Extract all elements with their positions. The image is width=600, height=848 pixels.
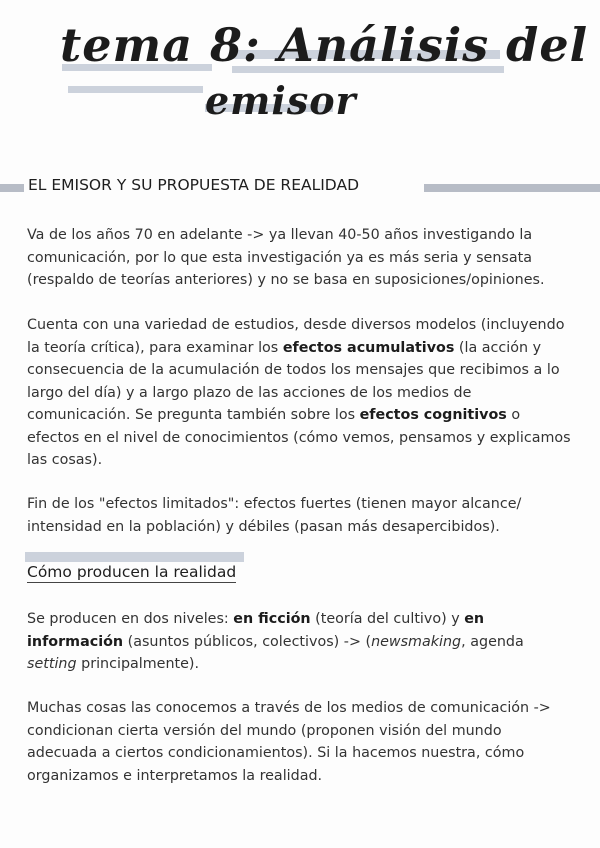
paragraph-efectos: Fin de los "efectos limitados": efectos fuertes (tienen mayor alcance/ intensidad en la población) y débiles (pasan más desapercibidos). [27, 496, 522, 535]
term-efectos-cognitivos: efectos cognitivos [359, 407, 507, 423]
section-title: EL EMISOR Y SU PROPUESTA DE REALIDAD [28, 176, 360, 194]
section-heading [0, 176, 600, 200]
term-setting: setting [27, 656, 77, 672]
page-title: tema 8: Análisis del [60, 18, 589, 72]
subsection-title: Cómo producen la realidad [27, 563, 237, 581]
paragraph-medios: Muchas cosas las conocemos a través de los medios de comunicación -> condicionan cierta versión del mundo (proponen visión del mundo adecuada a ciertos condicionamientos). Si la hacemos nuestra, cómo organizamos e interpretamos la realidad. [27, 700, 551, 784]
paragraph-studies: Cuenta con una variedad de estudios, desde diversos modelos (incluyendo la teoría crítica), para examinar los efectos acumulativos (la acción y consecuencia de la acumulación de todos los mensajes que recibimos a lo largo del día) y a largo plazo de las acciones de los medios de comunicación. Se pregunta también sobre los efectos cognitivos o efectos en el nivel de conocimientos (cómo vemos, pensamos y explicamos las cosas). [27, 317, 571, 468]
subsection-heading [25, 550, 250, 584]
term-en-ficcion: en ficción [233, 611, 311, 627]
title-highlight [68, 86, 203, 93]
paragraph-intro: Va de los años 70 en adelante -> ya llevan 40-50 años investigando la comunicación, por lo que esta investigación ya es más seria y sensata (respaldo de teorías anteriores) y no se basa en suposiciones/opiniones. [27, 227, 545, 288]
heading-bar-left [0, 184, 24, 192]
term-newsmaking: newsmaking [371, 633, 462, 650]
title-block [0, 0, 600, 140]
heading-bar-right [424, 184, 600, 192]
subheading-highlight [25, 552, 244, 562]
page-title-line2: emisor [205, 78, 357, 123]
paragraph-niveles: Se producen en dos niveles: en ficción (teoría del cultivo) y en información (asuntos públicos, colectivos) -> (newsmaking, agenda setting principalmente). [27, 611, 524, 672]
term-efectos-acumulativos: efectos acumulativos [282, 339, 455, 356]
term-en-informacion: en información [27, 611, 485, 650]
